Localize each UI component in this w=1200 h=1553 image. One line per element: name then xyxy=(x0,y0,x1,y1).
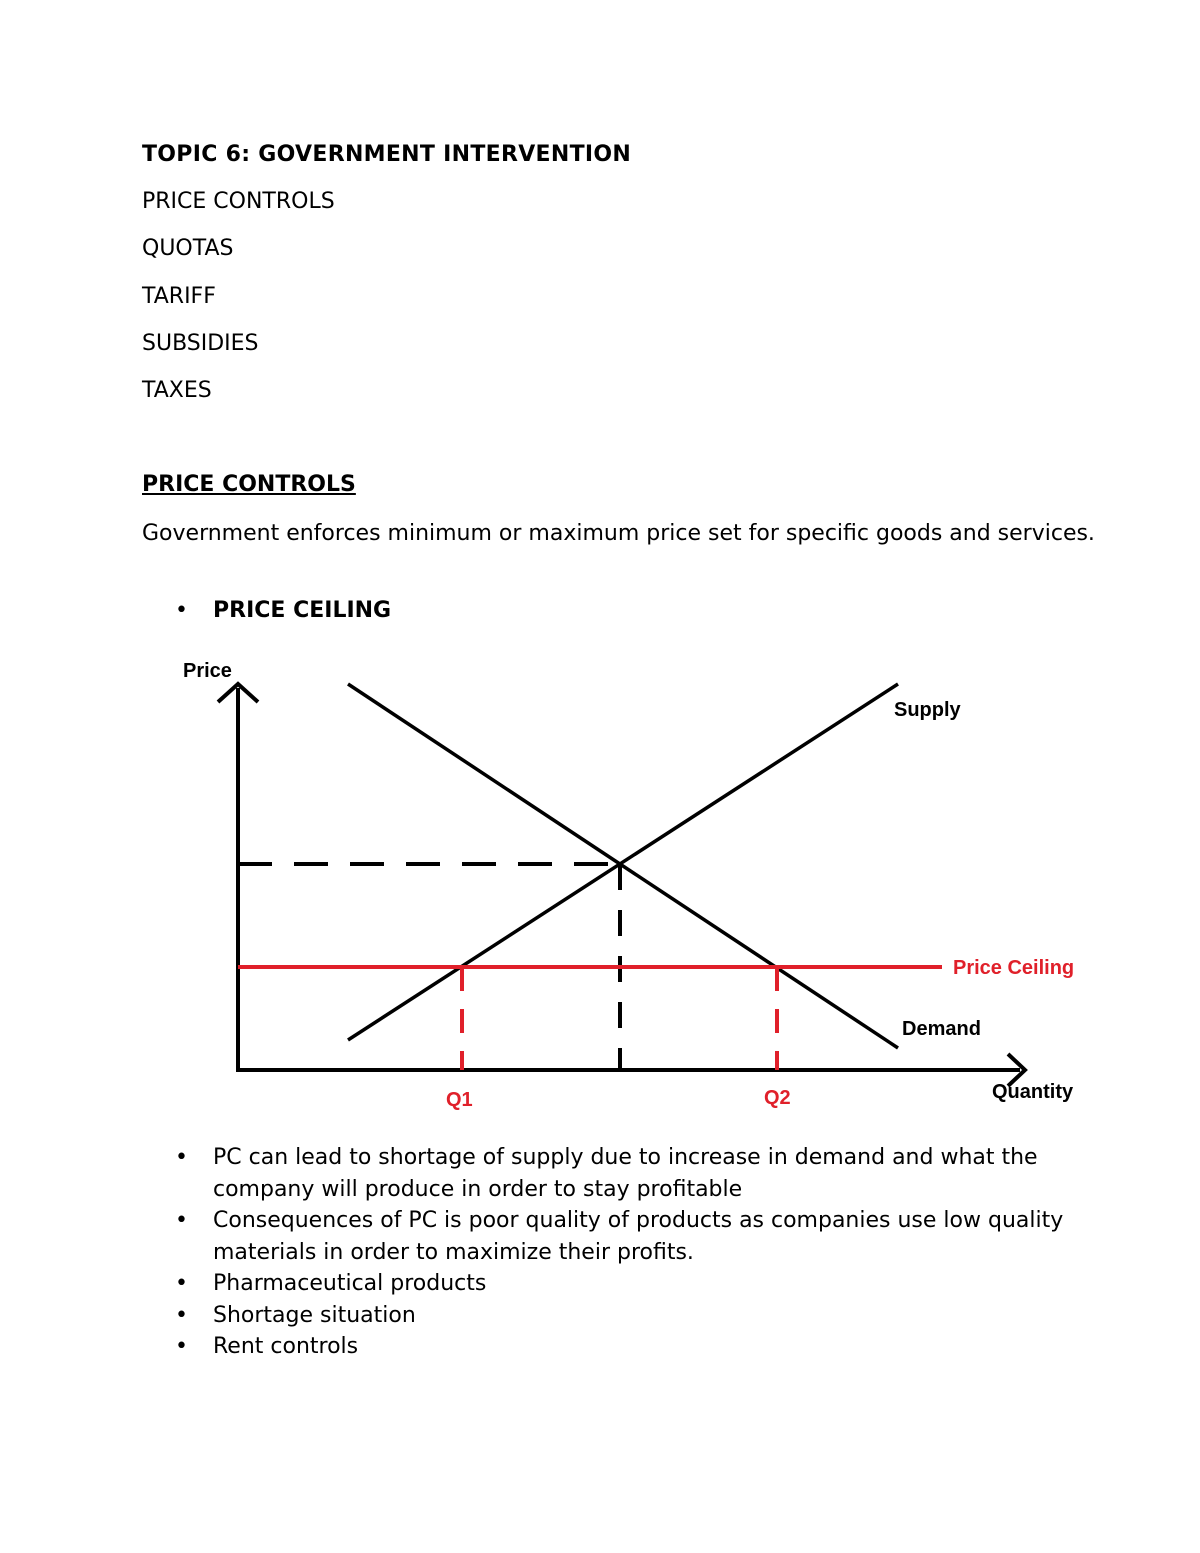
bullet-icon: • xyxy=(175,1145,188,1170)
section-intro: Government enforces minimum or maximum price set for specific goods and services. xyxy=(142,521,1095,546)
list-item xyxy=(175,1205,1075,1268)
sub-heading: PRICE CEILING xyxy=(213,598,392,623)
list-item xyxy=(175,1331,1075,1363)
topic-item: TARIFF xyxy=(142,283,216,309)
topic-item: TAXES xyxy=(142,378,212,404)
bullet-icon: • xyxy=(175,1302,188,1328)
list-item xyxy=(175,1142,1075,1205)
price-ceiling-chart xyxy=(170,650,1100,1120)
note-text: Shortage situation xyxy=(213,1302,416,1328)
x-axis-label: Quantity xyxy=(992,1081,1074,1103)
supply-label: Supply xyxy=(894,699,961,721)
topic-item: SUBSIDIES xyxy=(142,330,259,356)
note-text: PC can lead to shortage of supply due to increase in demand and what the company will produce in order to stay profitable xyxy=(213,1145,1038,1202)
topic-item: PRICE CONTROLS xyxy=(142,189,335,214)
bullet-icon: • xyxy=(175,1334,188,1359)
q2-tick-label: Q2 xyxy=(764,1087,791,1109)
section-heading: PRICE CONTROLS xyxy=(142,472,356,497)
demand-label: Demand xyxy=(902,1018,981,1040)
price-ceiling-label: Price Ceiling xyxy=(953,957,1075,979)
notes-list xyxy=(175,1142,1075,1363)
bullet-icon: • xyxy=(175,598,188,623)
document-title: TOPIC 6: GOVERNMENT INTERVENTION xyxy=(142,142,632,167)
list-item xyxy=(175,1268,1075,1300)
q1-tick-label: Q1 xyxy=(446,1089,473,1111)
note-text: Rent controls xyxy=(213,1334,359,1359)
bullet-icon: • xyxy=(175,1271,188,1296)
y-axis-label: Price xyxy=(183,660,232,682)
topic-list xyxy=(142,188,335,424)
topic-item: QUOTAS xyxy=(142,236,234,262)
list-item xyxy=(175,1300,1075,1332)
note-text: Pharmaceutical products xyxy=(213,1271,487,1296)
bullet-icon: • xyxy=(175,1208,188,1233)
note-text: Consequences of PC is poor quality of products as companies use low quality materials in order to maximize their profits. xyxy=(213,1208,1064,1265)
